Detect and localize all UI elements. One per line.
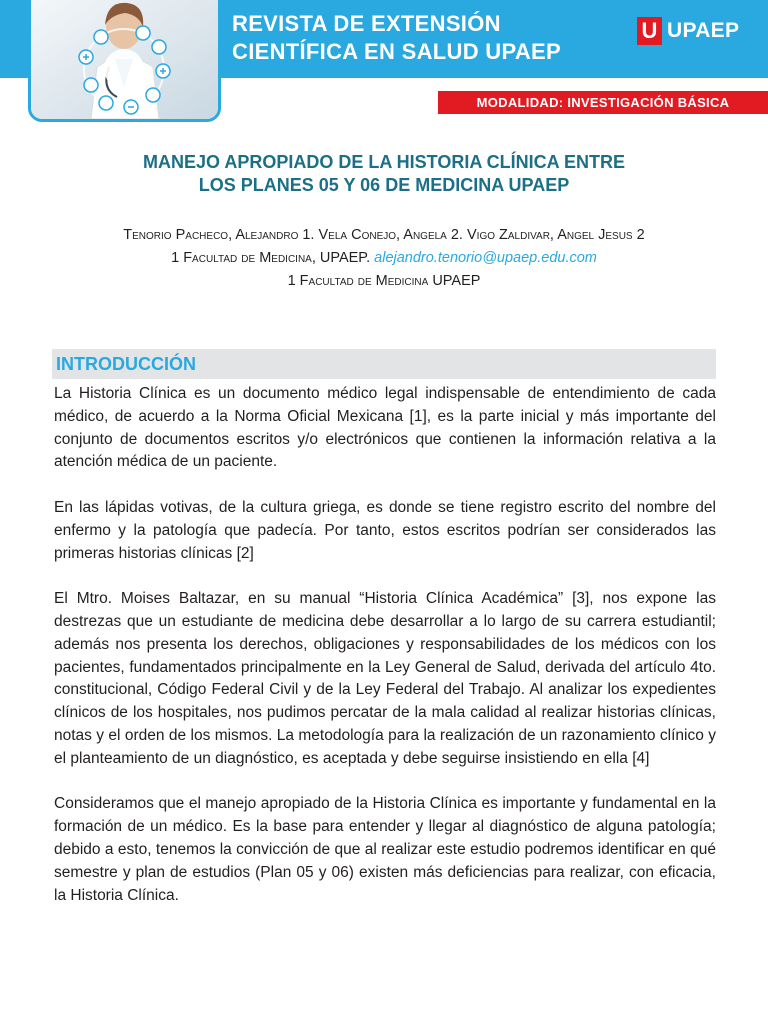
- paragraph: En las lápidas votivas, de la cultura griega, es donde se tiene registro escrito del nombre del enfermo y la patología que padecía. Por tanto, estos escritos podrían ser considerados las primeras historias clínicas [2]: [54, 498, 716, 562]
- section-heading-bar: [52, 349, 716, 379]
- section-heading: INTRODUCCIÓN: [56, 354, 196, 374]
- affiliation-1: [40, 249, 728, 267]
- paragraph: Consideramos que el manejo apropiado de la Historia Clínica es importante y fundamental en la formación de un médico. Es la base para entender y llegar al diagnóstico de alguna patología; debido a esto, tenemos la convicción de que al realizar este estudio podremos identificar en qué semestre y plan de estudios (Plan 05 y 06) existen más deficiencias para realizar, con eficacia, la Historia Clínica.: [54, 795, 716, 904]
- affiliation-1-text: 1 Facultad de Medicina, UPAEP.: [171, 250, 371, 266]
- journal-title-line1: REVISTA DE EXTENSIÓN: [232, 11, 501, 36]
- author-list: Tenorio Pacheco, Alejandro 1. Vela Conejo, Angela 2. Vigo Zaldivar, Angel Jesus 2: [123, 227, 645, 243]
- article-title: [64, 151, 704, 197]
- doctor-photo-image: [28, 0, 221, 122]
- article-title-line1: MANEJO APROPIADO DE LA HISTORIA CLÍNICA ENTRE: [142, 152, 626, 172]
- modality-banner: MODALIDAD: INVESTIGACIÓN BÁSICA: [438, 91, 768, 114]
- author-email-link[interactable]: alejandro.tenorio@upaep.edu.com: [374, 250, 597, 266]
- journal-title: [232, 10, 612, 66]
- body-text: [54, 383, 716, 930]
- upaep-logo: [637, 17, 739, 45]
- affiliation-2: 1 Facultad de Medicina UPAEP: [287, 273, 481, 289]
- paragraph: El Mtro. Moises Baltazar, en su manual “Historia Clínica Académica” [3], nos expone las destrezas que un estudiante de medicina debe desarrollar a lo largo de su carrera estudiantil; además nos presenta los derechos, obligaciones y responsabilidades de los médicos con los pacientes, fundamentados principalmente en la Ley General de Salud, derivada del artículo 4to. constitucional, Código Federal Civil y de la Ley Federal del Trabajo. Al analizar los expedientes clínicos de los hospitales, nos pudimos percatar de la mala calidad al realizar historias clínicas, notas y el orden de los mismos. La metodología para la realización de un razonamiento clínico y el planteamiento de un diagnóstico, es aceptada y debe seguirse insistiendo en ella [4]: [54, 590, 716, 767]
- logo-mark: U: [637, 17, 662, 45]
- article-title-line2: LOS PLANES 05 Y 06 DE MEDICINA UPAEP: [198, 175, 570, 195]
- paragraph: La Historia Clínica es un documento médico legal indispensable de entendimiento de cada médico, de acuerdo a la Norma Oficial Mexicana [1], es la parte inicial y más importante del conjunto de documentos escritos y/o electrónicos que contienen la información relativa a la atención médica de un paciente.: [54, 385, 716, 471]
- medical-icon-ring: [31, 0, 218, 119]
- logo-text: UPAEP: [667, 19, 740, 42]
- journal-title-line2: CIENTÍFICA EN SALUD UPAEP: [232, 39, 561, 64]
